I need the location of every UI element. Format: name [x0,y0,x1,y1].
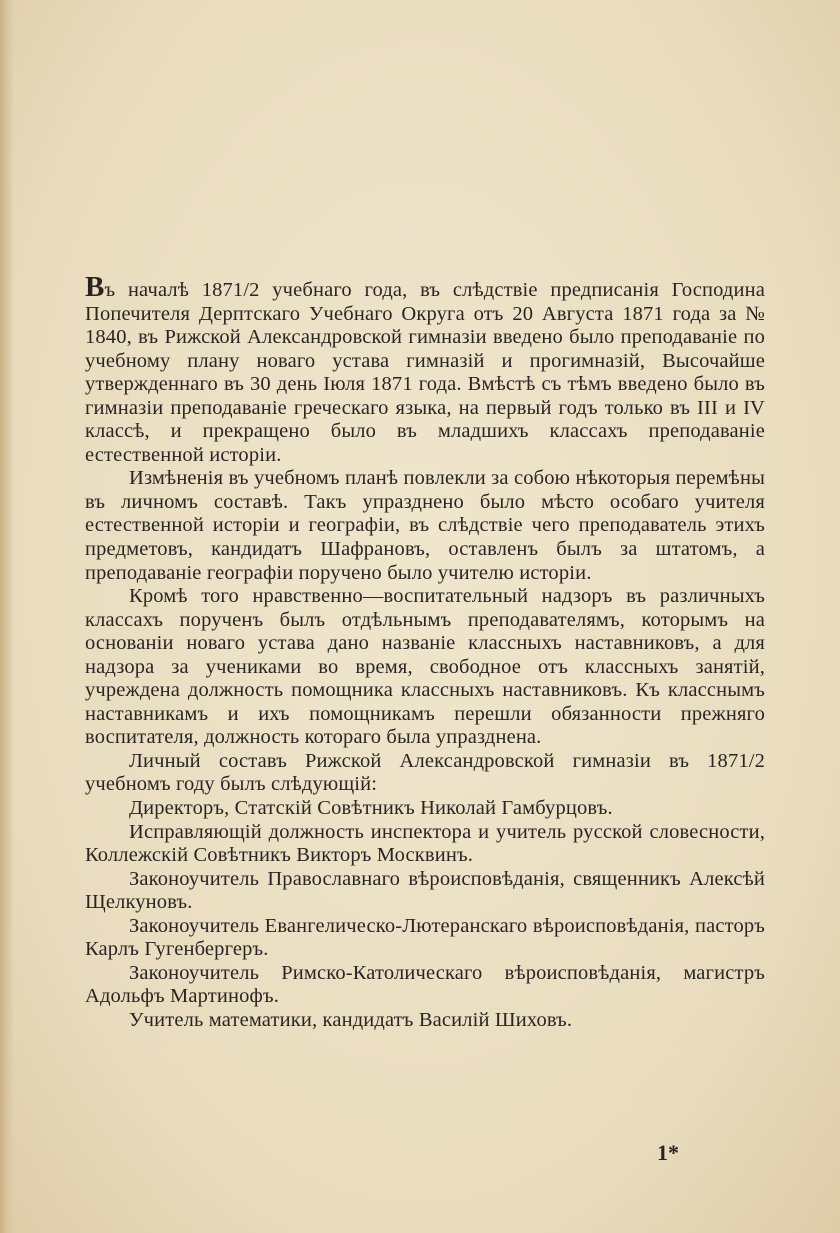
body-text [85,271,765,1033]
staff-catholic-teacher: Законоучитель Римско-Католическаго вѣроисповѣданія, магистръ Адольфъ Мартинофъ. [85,961,765,1008]
staff-lutheran-teacher: Законоучитель Евангелическо-Лютеранскаго вѣроисповѣданія, пасторъ Карлъ Гугенбергеръ. [85,914,765,961]
paragraph-1-text: ъ началѣ 1871/2 учебнаго года, въ слѣдствіе предписанія Господина Попечителя Дерптскаго Учебнаго Округа отъ 20 Августа 1871 года за № 1840, въ Рижской Александровской гимназіи введено было преподаваніе по учебному плану новаго устава гимназій и прогимназій, Высочайше утвержденнаго въ 30 день Іюля 1871 года. Вмѣстѣ съ тѣмъ введено было въ гимназіи преподаваніе греческаго языка, на первый годъ только въ III и IV классѣ, и прекращено было въ младшихъ классахъ преподаваніе естественной исторіи. [85,279,765,466]
paragraph-3: Кромѣ того нравственно—воспитательный надзоръ въ различныхъ классахъ порученъ былъ отдѣльнымъ преподавателямъ, которымъ на основаніи новаго устава дано названіе классныхъ наставниковъ, а для надзора за учениками во время, свободное отъ классныхъ занятій, учреждена должность помощника классныхъ наставниковъ. Къ класснымъ наставникамъ и ихъ помощникамъ перешли обязанности прежняго воспитателя, должность котораго была упразднена. [85,585,765,749]
page-number: 1* [657,1140,679,1165]
staff-director: Директоръ, Статскій Совѣтникъ Николай Гамбурцовъ. [129,797,613,820]
drop-cap: В [85,271,105,303]
staff-inspector: Исправляющій должность инспектора и учитель русской словесности, Коллежскій Совѣтникъ Викторъ Москвинъ. [85,820,765,867]
page-edge-shadow [0,0,14,1233]
paragraph-4: Личный составъ Рижской Александровской гимназіи въ 1871/2 учебномъ году былъ слѣдующій: [85,749,765,796]
paragraph-2: Измѣненія въ учебномъ планѣ повлекли за собою нѣкоторыя перемѣны въ личномъ составѣ. Такъ упразднено было мѣсто особаго учителя естественной исторіи и географіи, въ слѣдствіе чего преподаватель этихъ предметовъ, кандидатъ Шафрановъ, оставленъ былъ за штатомъ, а преподаваніе географіи поручено было учителю исторіи. [85,467,765,584]
paragraph-1 [85,271,765,467]
staff-math-teacher: Учитель математики, кандидатъ Василій Шиховъ. [129,1008,573,1031]
staff-orthodox-teacher: Законоучитель Православнаго вѣроисповѣданія, священникъ Алексѣй Щелкуновъ. [85,867,765,914]
